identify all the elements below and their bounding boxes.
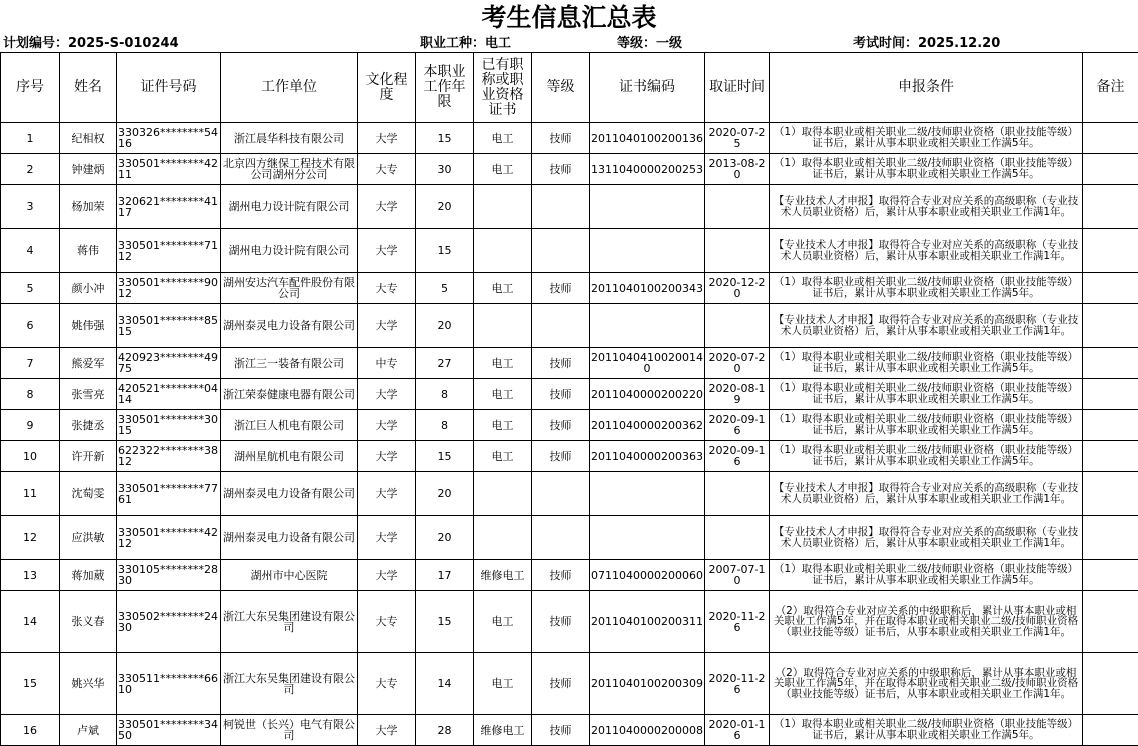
cell-education: 大学 — [358, 229, 416, 273]
cell-employer: 湖州市中心医院 — [221, 560, 358, 591]
table-row — [1, 516, 1138, 560]
cell-id: 330501********3450 — [117, 715, 221, 746]
cell-conditions: （2）取得符合专业对应关系的中级职称后，累计从事本职业或相关职业工作满5年，并在取得本职业或相关职业二级/技师职业资格（职业技能等级）证书后，从事本职业或相关职业工作满1年。 — [770, 653, 1083, 715]
cell-existing-cert: 电工 — [474, 441, 532, 472]
col-header-id: 证件号码 — [117, 53, 221, 123]
cell-grade: 技师 — [532, 441, 590, 472]
cell-employer: 浙江三一装备有限公司 — [221, 348, 358, 379]
cell-education: 中专 — [358, 348, 416, 379]
exam-time: 考试时间：2025.12.20 — [853, 35, 1000, 52]
cell-employer: 浙江大东吴集团建设有限公司 — [221, 653, 358, 715]
cell-index: 4 — [1, 229, 60, 273]
table-row — [1, 653, 1138, 715]
cell-employer: 湖州电力设计院有限公司 — [221, 185, 358, 229]
cell-education: 大学 — [358, 560, 416, 591]
candidate-table — [0, 52, 1138, 746]
cell-index: 14 — [1, 591, 60, 653]
cell-work-years: 14 — [416, 653, 474, 715]
cell-id: 330501********4211 — [117, 154, 221, 185]
cell-name: 张雪亮 — [60, 379, 117, 410]
cell-work-years: 15 — [416, 441, 474, 472]
cell-cert-code — [590, 516, 705, 560]
cell-cert-code: 2011040100200136 — [590, 123, 705, 154]
cell-notes — [1083, 441, 1138, 472]
cell-cert-date: 2020-07-25 — [705, 123, 770, 154]
cell-cert-date: 2020-12-20 — [705, 273, 770, 304]
cell-existing-cert — [474, 185, 532, 229]
cell-education: 大学 — [358, 441, 416, 472]
cell-existing-cert — [474, 472, 532, 516]
cell-work-years: 8 — [416, 379, 474, 410]
table-header-row — [1, 53, 1138, 123]
cell-work-years: 20 — [416, 304, 474, 348]
cell-notes — [1083, 304, 1138, 348]
cell-employer: 浙江大东吴集团建设有限公司 — [221, 591, 358, 653]
cell-notes — [1083, 472, 1138, 516]
cell-education: 大专 — [358, 653, 416, 715]
cell-work-years: 17 — [416, 560, 474, 591]
cell-conditions: 【专业技术人才申报】取得符合专业对应关系的高级职称（专业技术人员职业资格）后，累计从事本职业或相关职业工作满1年。 — [770, 229, 1083, 273]
col-header-cert-code: 证书编码 — [590, 53, 705, 123]
cell-id: 330326********5416 — [117, 123, 221, 154]
cell-name: 钟建炳 — [60, 154, 117, 185]
cell-existing-cert — [474, 304, 532, 348]
cell-id: 330501********7112 — [117, 229, 221, 273]
cell-work-years: 8 — [416, 410, 474, 441]
cell-conditions: （1）取得本职业或相关职业二级/技师职业资格（职业技能等级）证书后，累计从事本职业或相关职业工作满5年。 — [770, 715, 1083, 746]
cell-name: 张捷丞 — [60, 410, 117, 441]
table-row — [1, 229, 1138, 273]
cell-name: 沈萄雯 — [60, 472, 117, 516]
cell-index: 3 — [1, 185, 60, 229]
cell-grade — [532, 229, 590, 273]
table-row — [1, 348, 1138, 379]
cell-cert-date: 2020-07-20 — [705, 348, 770, 379]
cell-index: 7 — [1, 348, 60, 379]
cell-index: 1 — [1, 123, 60, 154]
cell-conditions: （1）取得本职业或相关职业二级/技师职业资格（职业技能等级）证书后，累计从事本职业或相关职业工作满5年。 — [770, 410, 1083, 441]
cell-existing-cert — [474, 229, 532, 273]
cell-conditions: （1）取得本职业或相关职业二级/技师职业资格（职业技能等级）证书后，累计从事本职业或相关职业工作满5年。 — [770, 348, 1083, 379]
cell-education: 大学 — [358, 715, 416, 746]
cell-conditions: （1）取得本职业或相关职业二级/技师职业资格（职业技能等级）证书后，累计从事本职业或相关职业工作满5年。 — [770, 273, 1083, 304]
cell-existing-cert: 电工 — [474, 123, 532, 154]
col-header-grade: 等级 — [532, 53, 590, 123]
cell-grade: 技师 — [532, 379, 590, 410]
cell-cert-date — [705, 185, 770, 229]
cell-education: 大学 — [358, 379, 416, 410]
cell-employer: 湖州电力设计院有限公司 — [221, 229, 358, 273]
table-body — [1, 123, 1138, 746]
cell-work-years: 15 — [416, 229, 474, 273]
cell-notes — [1083, 410, 1138, 441]
plan-number: 计划编号：2025-S-010244 — [3, 35, 179, 52]
cell-work-years: 28 — [416, 715, 474, 746]
cell-id: 420521********0414 — [117, 379, 221, 410]
cell-education: 大学 — [358, 472, 416, 516]
cell-name: 蒋加葳 — [60, 560, 117, 591]
cell-cert-code: 20110404100200140 — [590, 348, 705, 379]
cell-work-years: 27 — [416, 348, 474, 379]
cell-id: 330501********9012 — [117, 273, 221, 304]
cell-grade — [532, 472, 590, 516]
cell-existing-cert: 维修电工 — [474, 715, 532, 746]
cell-grade — [532, 185, 590, 229]
cell-name: 颜小冲 — [60, 273, 117, 304]
table-row — [1, 410, 1138, 441]
cell-education: 大专 — [358, 154, 416, 185]
cell-cert-code: 2011040000200220 — [590, 379, 705, 410]
cell-id: 330105********2830 — [117, 560, 221, 591]
col-header-existing-cert: 已有职称或职业资格证书 — [474, 53, 532, 123]
table-row — [1, 154, 1138, 185]
level-label: 等级：一级 — [617, 35, 682, 52]
cell-existing-cert: 电工 — [474, 591, 532, 653]
cell-conditions: （1）取得本职业或相关职业二级/技师职业资格（职业技能等级）证书后，累计从事本职业或相关职业工作满5年。 — [770, 123, 1083, 154]
cell-work-years: 30 — [416, 154, 474, 185]
cell-id: 330501********3015 — [117, 410, 221, 441]
cell-work-years: 20 — [416, 472, 474, 516]
cell-id: 330501********7761 — [117, 472, 221, 516]
cell-education: 大专 — [358, 591, 416, 653]
cell-notes — [1083, 379, 1138, 410]
cell-conditions: （1）取得本职业或相关职业二级/技师职业资格（职业技能等级）证书后，累计从事本职业或相关职业工作满5年。 — [770, 560, 1083, 591]
cell-notes — [1083, 653, 1138, 715]
cell-index: 16 — [1, 715, 60, 746]
cell-conditions: （2）取得符合专业对应关系的中级职称后，累计从事本职业或相关职业工作满5年，并在取得本职业或相关职业二级/技师职业资格（职业技能等级）证书后，从事本职业或相关职业工作满1年。 — [770, 591, 1083, 653]
cell-cert-date: 2007-07-10 — [705, 560, 770, 591]
cell-existing-cert: 维修电工 — [474, 560, 532, 591]
col-header-notes: 备注 — [1083, 53, 1138, 123]
cell-grade: 技师 — [532, 123, 590, 154]
cell-work-years: 15 — [416, 591, 474, 653]
cell-education: 大学 — [358, 410, 416, 441]
cell-grade: 技师 — [532, 560, 590, 591]
cell-cert-code: 2011040000200362 — [590, 410, 705, 441]
cell-name: 姚伟强 — [60, 304, 117, 348]
cell-work-years: 20 — [416, 185, 474, 229]
cell-cert-code — [590, 304, 705, 348]
cell-cert-code: 0711040000200060 — [590, 560, 705, 591]
cell-conditions: 【专业技术人才申报】取得符合专业对应关系的高级职称（专业技术人员职业资格）后，累计从事本职业或相关职业工作满1年。 — [770, 185, 1083, 229]
col-header-employer: 工作单位 — [221, 53, 358, 123]
table-row — [1, 560, 1138, 591]
cell-id: 330502********2430 — [117, 591, 221, 653]
cell-conditions: 【专业技术人才申报】取得符合专业对应关系的高级职称（专业技术人员职业资格）后，累计从事本职业或相关职业工作满1年。 — [770, 304, 1083, 348]
cell-index: 6 — [1, 304, 60, 348]
cell-name: 杨加荣 — [60, 185, 117, 229]
table-row — [1, 715, 1138, 746]
cell-cert-date — [705, 472, 770, 516]
cell-id: 420923********4975 — [117, 348, 221, 379]
cell-grade: 技师 — [532, 715, 590, 746]
cell-cert-code: 1311040000200253 — [590, 154, 705, 185]
cell-cert-code: 2011040100200311 — [590, 591, 705, 653]
cell-grade: 技师 — [532, 410, 590, 441]
cell-cert-code — [590, 472, 705, 516]
cell-notes — [1083, 273, 1138, 304]
cell-employer: 湖州星航机电有限公司 — [221, 441, 358, 472]
cell-work-years: 5 — [416, 273, 474, 304]
job-type: 职业工种：电工 — [420, 35, 511, 52]
cell-cert-date — [705, 304, 770, 348]
cell-grade: 技师 — [532, 273, 590, 304]
cell-existing-cert: 电工 — [474, 273, 532, 304]
table-row — [1, 441, 1138, 472]
cell-existing-cert: 电工 — [474, 379, 532, 410]
cell-name: 纪相权 — [60, 123, 117, 154]
cell-name: 应洪敏 — [60, 516, 117, 560]
cell-id: 330511********6610 — [117, 653, 221, 715]
cell-education: 大学 — [358, 516, 416, 560]
cell-employer: 湖州泰灵电力设备有限公司 — [221, 516, 358, 560]
col-header-name: 姓名 — [60, 53, 117, 123]
cell-notes — [1083, 348, 1138, 379]
cell-id: 330501********8515 — [117, 304, 221, 348]
cell-cert-date: 2020-09-16 — [705, 410, 770, 441]
cell-grade — [532, 304, 590, 348]
cell-cert-code — [590, 229, 705, 273]
cell-grade: 技师 — [532, 591, 590, 653]
cell-index: 10 — [1, 441, 60, 472]
cell-id: 622322********3812 — [117, 441, 221, 472]
col-header-cert-date: 取证时间 — [705, 53, 770, 123]
cell-cert-date: 2020-01-16 — [705, 715, 770, 746]
cell-existing-cert: 电工 — [474, 410, 532, 441]
cell-work-years: 20 — [416, 516, 474, 560]
cell-existing-cert: 电工 — [474, 653, 532, 715]
table-row — [1, 591, 1138, 653]
table-row — [1, 304, 1138, 348]
table-row — [1, 379, 1138, 410]
cell-cert-code: 2011040100200343 — [590, 273, 705, 304]
cell-employer: 浙江荣泰健康电器有限公司 — [221, 379, 358, 410]
cell-name: 许开新 — [60, 441, 117, 472]
cell-id: 320621********4117 — [117, 185, 221, 229]
cell-education: 大学 — [358, 185, 416, 229]
cell-name: 蒋伟 — [60, 229, 117, 273]
cell-notes — [1083, 715, 1138, 746]
cell-notes — [1083, 154, 1138, 185]
cell-conditions: 【专业技术人才申报】取得符合专业对应关系的高级职称（专业技术人员职业资格）后，累计从事本职业或相关职业工作满1年。 — [770, 472, 1083, 516]
cell-index: 9 — [1, 410, 60, 441]
cell-grade: 技师 — [532, 154, 590, 185]
col-header-work-years: 本职业工作年限 — [416, 53, 474, 123]
cell-conditions: （1）取得本职业或相关职业二级/技师职业资格（职业技能等级）证书后，累计从事本职业或相关职业工作满5年。 — [770, 441, 1083, 472]
cell-notes — [1083, 185, 1138, 229]
cell-cert-code: 2011040100200309 — [590, 653, 705, 715]
cell-index: 12 — [1, 516, 60, 560]
cell-conditions: （1）取得本职业或相关职业二级/技师职业资格（职业技能等级）证书后，累计从事本职业或相关职业工作满5年。 — [770, 154, 1083, 185]
cell-existing-cert: 电工 — [474, 154, 532, 185]
cell-notes — [1083, 560, 1138, 591]
cell-employer: 湖州泰灵电力设备有限公司 — [221, 472, 358, 516]
cell-index: 2 — [1, 154, 60, 185]
cell-employer: 浙江巨人机电有限公司 — [221, 410, 358, 441]
cell-cert-code: 2011040000200363 — [590, 441, 705, 472]
cell-index: 8 — [1, 379, 60, 410]
cell-education: 大学 — [358, 123, 416, 154]
cell-cert-code — [590, 185, 705, 229]
cell-grade: 技师 — [532, 348, 590, 379]
cell-conditions: 【专业技术人才申报】取得符合专业对应关系的高级职称（专业技术人员职业资格）后，累计从事本职业或相关职业工作满1年。 — [770, 516, 1083, 560]
cell-cert-date: 2013-08-20 — [705, 154, 770, 185]
table-row — [1, 185, 1138, 229]
cell-name: 张义春 — [60, 591, 117, 653]
cell-cert-code: 2011040000200008 — [590, 715, 705, 746]
cell-work-years: 15 — [416, 123, 474, 154]
page-title: 考生信息汇总表 — [0, 0, 1138, 35]
cell-notes — [1083, 229, 1138, 273]
cell-cert-date — [705, 229, 770, 273]
cell-name: 卢斌 — [60, 715, 117, 746]
col-header-index: 序号 — [1, 53, 60, 123]
cell-existing-cert — [474, 516, 532, 560]
cell-cert-date: 2020-09-16 — [705, 441, 770, 472]
cell-employer: 北京四方继保工程技术有限公司湖州分公司 — [221, 154, 358, 185]
col-header-conditions: 申报条件 — [770, 53, 1083, 123]
cell-index: 15 — [1, 653, 60, 715]
cell-name: 熊爱军 — [60, 348, 117, 379]
cell-cert-date: 2020-08-19 — [705, 379, 770, 410]
cell-grade: 技师 — [532, 653, 590, 715]
cell-notes — [1083, 591, 1138, 653]
cell-employer: 湖州泰灵电力设备有限公司 — [221, 304, 358, 348]
cell-conditions: （1）取得本职业或相关职业二级/技师职业资格（职业技能等级）证书后，累计从事本职业或相关职业工作满5年。 — [770, 379, 1083, 410]
cell-employer: 湖州安达汽车配件股份有限公司 — [221, 273, 358, 304]
cell-cert-date: 2020-11-26 — [705, 653, 770, 715]
cell-notes — [1083, 123, 1138, 154]
cell-index: 11 — [1, 472, 60, 516]
cell-index: 13 — [1, 560, 60, 591]
cell-cert-date: 2020-11-26 — [705, 591, 770, 653]
table-row — [1, 273, 1138, 304]
cell-employer: 柯锐世（长兴）电气有限公司 — [221, 715, 358, 746]
cell-education: 大学 — [358, 304, 416, 348]
table-row — [1, 123, 1138, 154]
cell-cert-date — [705, 516, 770, 560]
table-row — [1, 472, 1138, 516]
cell-id: 330501********4212 — [117, 516, 221, 560]
cell-employer: 浙江晨华科技有限公司 — [221, 123, 358, 154]
cell-education: 大专 — [358, 273, 416, 304]
cell-notes — [1083, 516, 1138, 560]
cell-index: 5 — [1, 273, 60, 304]
cell-name: 姚兴华 — [60, 653, 117, 715]
col-header-education: 文化程度 — [358, 53, 416, 123]
cell-existing-cert: 电工 — [474, 348, 532, 379]
cell-grade — [532, 516, 590, 560]
